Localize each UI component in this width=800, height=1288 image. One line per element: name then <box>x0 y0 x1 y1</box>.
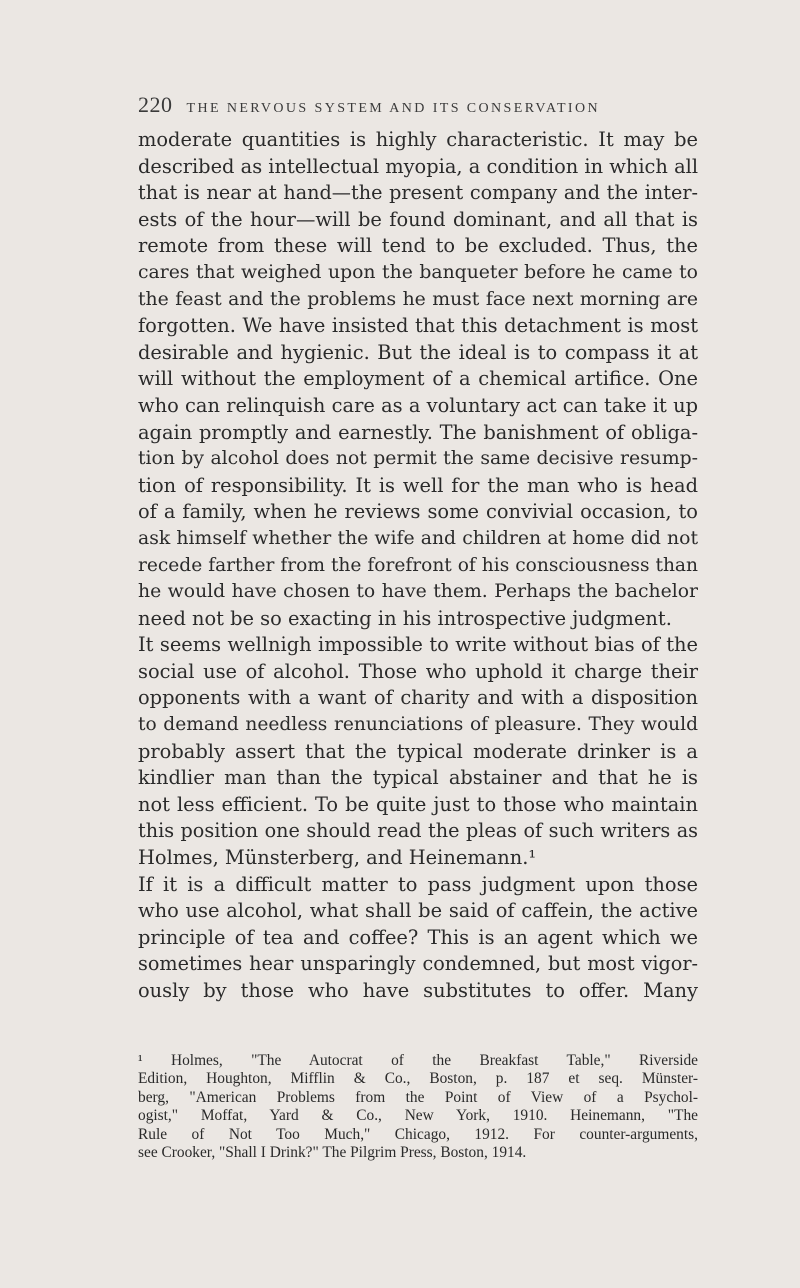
body-line: Holmes, Münsterberg, and Heinemann.¹ <box>138 846 537 870</box>
body-line: opponents with a want of charity and with a disposition <box>138 686 698 710</box>
body-line: tion by alcohol does not permit the same decisive resump- <box>138 448 698 470</box>
body-line: to demand needless renunciations of pleasure. They would <box>138 714 698 736</box>
footnote-line: berg, "American Problems from the Point of View of a Psychol- <box>138 1088 698 1106</box>
body-text <box>138 127 698 1005</box>
body-line: forgotten. We have insisted that this detachment is most <box>138 314 698 338</box>
body-line: again promptly and earnestly. The banishment of obliga- <box>138 420 698 444</box>
body-line: tion of responsibility. It is well for the man who is head <box>138 473 698 497</box>
body-line: ously by those who have substitutes to offer. Many <box>138 979 698 1002</box>
body-line: who can relinquish care as a voluntary act can take it up <box>138 393 698 417</box>
body-line: recede farther from the forefront of his consciousness than <box>138 554 698 576</box>
body-line: he would have chosen to have them. Perhaps the bachelor <box>138 581 698 603</box>
running-head <box>138 92 698 118</box>
body-line: If it is a difficult matter to pass judgment upon those <box>138 872 698 896</box>
body-line: kindlier man than the typical abstainer and that he is <box>138 766 698 790</box>
body-line: desirable and hygienic. But the ideal is to compass it at <box>138 340 698 364</box>
footnote-line: see Crooker, "Shall I Drink?" The Pilgrim Press, Boston, 1914. <box>138 1144 527 1162</box>
body-line: It seems wellnigh impossible to write without bias of the <box>138 633 698 657</box>
body-line: of a family, when he reviews some convivial occasion, to <box>138 500 698 524</box>
body-line: sometimes hear unsparingly condemned, but most vigor- <box>138 952 698 976</box>
body-line: ask himself whether the wife and children at home did not <box>138 527 698 549</box>
body-line: not less efficient. To be quite just to those who maintain <box>138 792 698 816</box>
body-line: probably assert that the typical moderate drinker is a <box>138 739 698 763</box>
body-line: need not be so exacting in his introspective judgment. <box>138 606 672 630</box>
footnote-line: Rule of Not Too Much," Chicago, 1912. For counter-arguments, <box>138 1125 698 1143</box>
body-line: cares that weighed upon the banqueter before he came to <box>138 261 698 283</box>
body-line: that is near at hand—the present company and the inter- <box>138 181 698 205</box>
footnote-line: ¹ Holmes, "The Autocrat of the Breakfast Table," Riverside <box>138 1052 698 1069</box>
body-line: ests of the hour—will be found dominant, and all that is <box>138 207 698 231</box>
body-line: described as intellectual myopia, a condition in which all <box>138 154 699 178</box>
body-line: who use alcohol, what shall be said of caffein, the active <box>138 899 698 923</box>
body-line: this position one should read the pleas of such writers as <box>138 819 698 843</box>
body-line: remote from these will tend to be excluded. Thus, the <box>138 234 698 258</box>
page-number: 220 <box>138 92 173 117</box>
body-line: social use of alcohol. Those who uphold it charge their <box>138 659 698 683</box>
footnotes <box>138 1052 698 1162</box>
footnote-line: Edition, Houghton, Mifflin & Co., Boston, p. 187 et seq. Münster- <box>138 1070 698 1088</box>
body-line: principle of tea and coffee? This is an agent which we <box>138 925 698 949</box>
body-line: moderate quantities is highly characteristic. It may be <box>138 128 698 151</box>
running-title: THE NERVOUS SYSTEM AND ITS CONSERVATION <box>186 101 601 116</box>
body-line: will without the employment of a chemical artifice. One <box>138 367 698 391</box>
footnote-line: ogist," Moffat, Yard & Co., New York, 1910. Heinemann, "The <box>138 1107 698 1125</box>
body-line: the feast and the problems he must face next morning are <box>138 288 698 310</box>
